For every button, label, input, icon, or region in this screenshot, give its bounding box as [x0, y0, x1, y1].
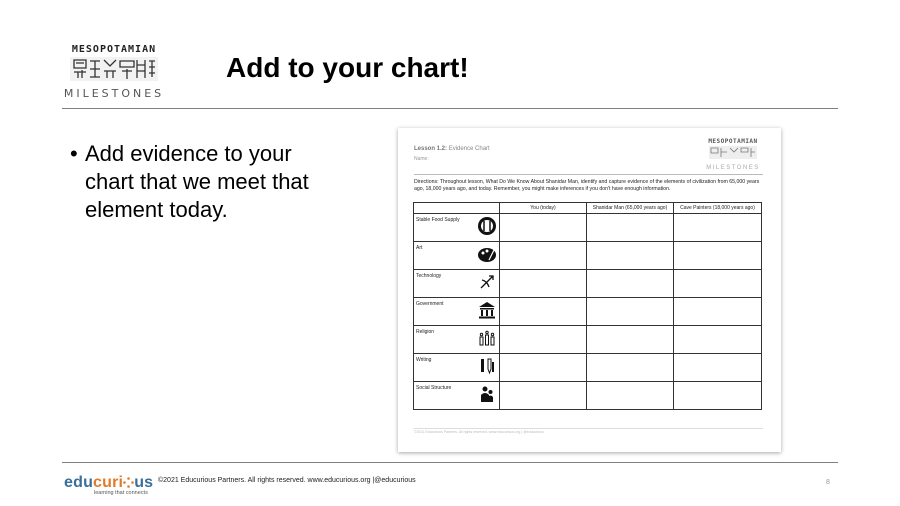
table-row	[414, 270, 762, 298]
row-label-cell	[414, 298, 500, 326]
cuneiform-glyphs-icon	[70, 57, 158, 81]
worksheet-logo-bottom: MILESTONES	[706, 165, 760, 171]
table-header-cell	[414, 203, 500, 214]
row-label-cell	[414, 214, 500, 242]
table-row	[414, 298, 762, 326]
table-row	[414, 214, 762, 242]
slide-title: Add to your chart!	[226, 52, 469, 83]
table-cell	[500, 382, 587, 410]
bullet-list	[70, 140, 310, 224]
table-row	[414, 382, 762, 410]
footer-divider	[62, 462, 838, 463]
table-cell	[500, 326, 587, 354]
row-label: Art	[416, 245, 423, 251]
logo-top-text: MESOPOTAMIAN	[71, 44, 157, 55]
brand-text-c: us	[134, 474, 154, 491]
table-cell	[587, 214, 674, 242]
people-icon	[477, 384, 497, 404]
table-cell	[587, 270, 674, 298]
writing-tools-icon	[477, 356, 497, 376]
row-label-cell	[414, 354, 500, 382]
table-cell	[674, 354, 762, 382]
candles-icon	[477, 328, 497, 348]
page-number: 8	[826, 479, 830, 486]
worksheet-cuneiform-icon	[709, 146, 757, 159]
table-row	[414, 242, 762, 270]
row-label: Stable Food Supply	[416, 217, 460, 223]
table-cell	[500, 354, 587, 382]
table-cell	[587, 382, 674, 410]
header-divider	[62, 108, 838, 109]
table-cell	[587, 354, 674, 382]
worksheet-lesson: Lesson 1.2:	[414, 146, 448, 152]
worksheet-footer: ©2021 Educurious Partners. All rights reserved. www.educurious.org | @educurious	[414, 430, 544, 434]
worksheet-divider	[414, 174, 763, 175]
table-cell	[674, 214, 762, 242]
palette-icon	[477, 244, 497, 264]
row-label-cell	[414, 242, 500, 270]
brand-text-b: curi	[93, 474, 124, 491]
logo-bottom-text: MILESTONES	[63, 87, 165, 100]
evidence-table	[413, 202, 762, 410]
table-cell	[674, 382, 762, 410]
row-label-cell	[414, 382, 500, 410]
worksheet-logo-top: MESOPOTAMIAN	[708, 138, 758, 145]
row-label: Government	[416, 301, 444, 307]
table-cell	[674, 242, 762, 270]
table-cell	[587, 298, 674, 326]
worksheet-directions: Directions: Throughout lesson, What Do We Know About Shanidar Man, identify and capture evidence of the elements of civilization from 65,000 years ago, 18,000 years ago, and today. Remember, you might make inferences if you don't have enough information.	[414, 179, 760, 192]
brand-text-a: edu	[64, 474, 94, 491]
table-cell	[674, 270, 762, 298]
worksheet-chart-name: Evidence Chart	[448, 146, 490, 152]
worksheet-footer-divider	[414, 428, 763, 429]
table-cell	[500, 270, 587, 298]
building-icon	[477, 300, 497, 320]
bullet-text: Add evidence to your chart that we meet that element today.	[85, 141, 309, 222]
worksheet-logo	[703, 138, 763, 171]
row-label-cell	[414, 270, 500, 298]
table-header-cell: Shanidar Man (65,000 years ago)	[587, 203, 674, 214]
table-cell	[500, 298, 587, 326]
evidence-chart-image	[398, 128, 781, 452]
mesopotamian-milestones-logo	[60, 44, 168, 100]
bullet-marker: •	[70, 141, 78, 166]
brand-tagline: learning that connects	[94, 490, 148, 496]
row-label: Writing	[416, 357, 432, 363]
worksheet-title	[414, 146, 490, 152]
table-row	[414, 326, 762, 354]
table-cell	[500, 214, 587, 242]
row-label: Social Structure	[416, 385, 452, 391]
bow-arrow-icon	[477, 272, 497, 292]
food-icon	[477, 216, 497, 236]
table-cell	[674, 326, 762, 354]
row-label: Religion	[416, 329, 435, 335]
copyright-text: ©2021 Educurious Partners. All rights reserved. www.educurious.org |@educurious	[158, 477, 416, 484]
worksheet-name-label: Name:	[414, 156, 429, 162]
table-cell	[674, 298, 762, 326]
table-cell	[587, 242, 674, 270]
table-cell	[587, 326, 674, 354]
brand-o-icon	[123, 477, 134, 488]
table-header-cell: You (today)	[500, 203, 587, 214]
table-row	[414, 354, 762, 382]
table-header-cell: Cave Painters (18,000 years ago)	[674, 203, 762, 214]
table-header-row	[414, 203, 762, 214]
row-label: Technology	[416, 273, 442, 279]
row-label-cell	[414, 326, 500, 354]
table-cell	[500, 242, 587, 270]
